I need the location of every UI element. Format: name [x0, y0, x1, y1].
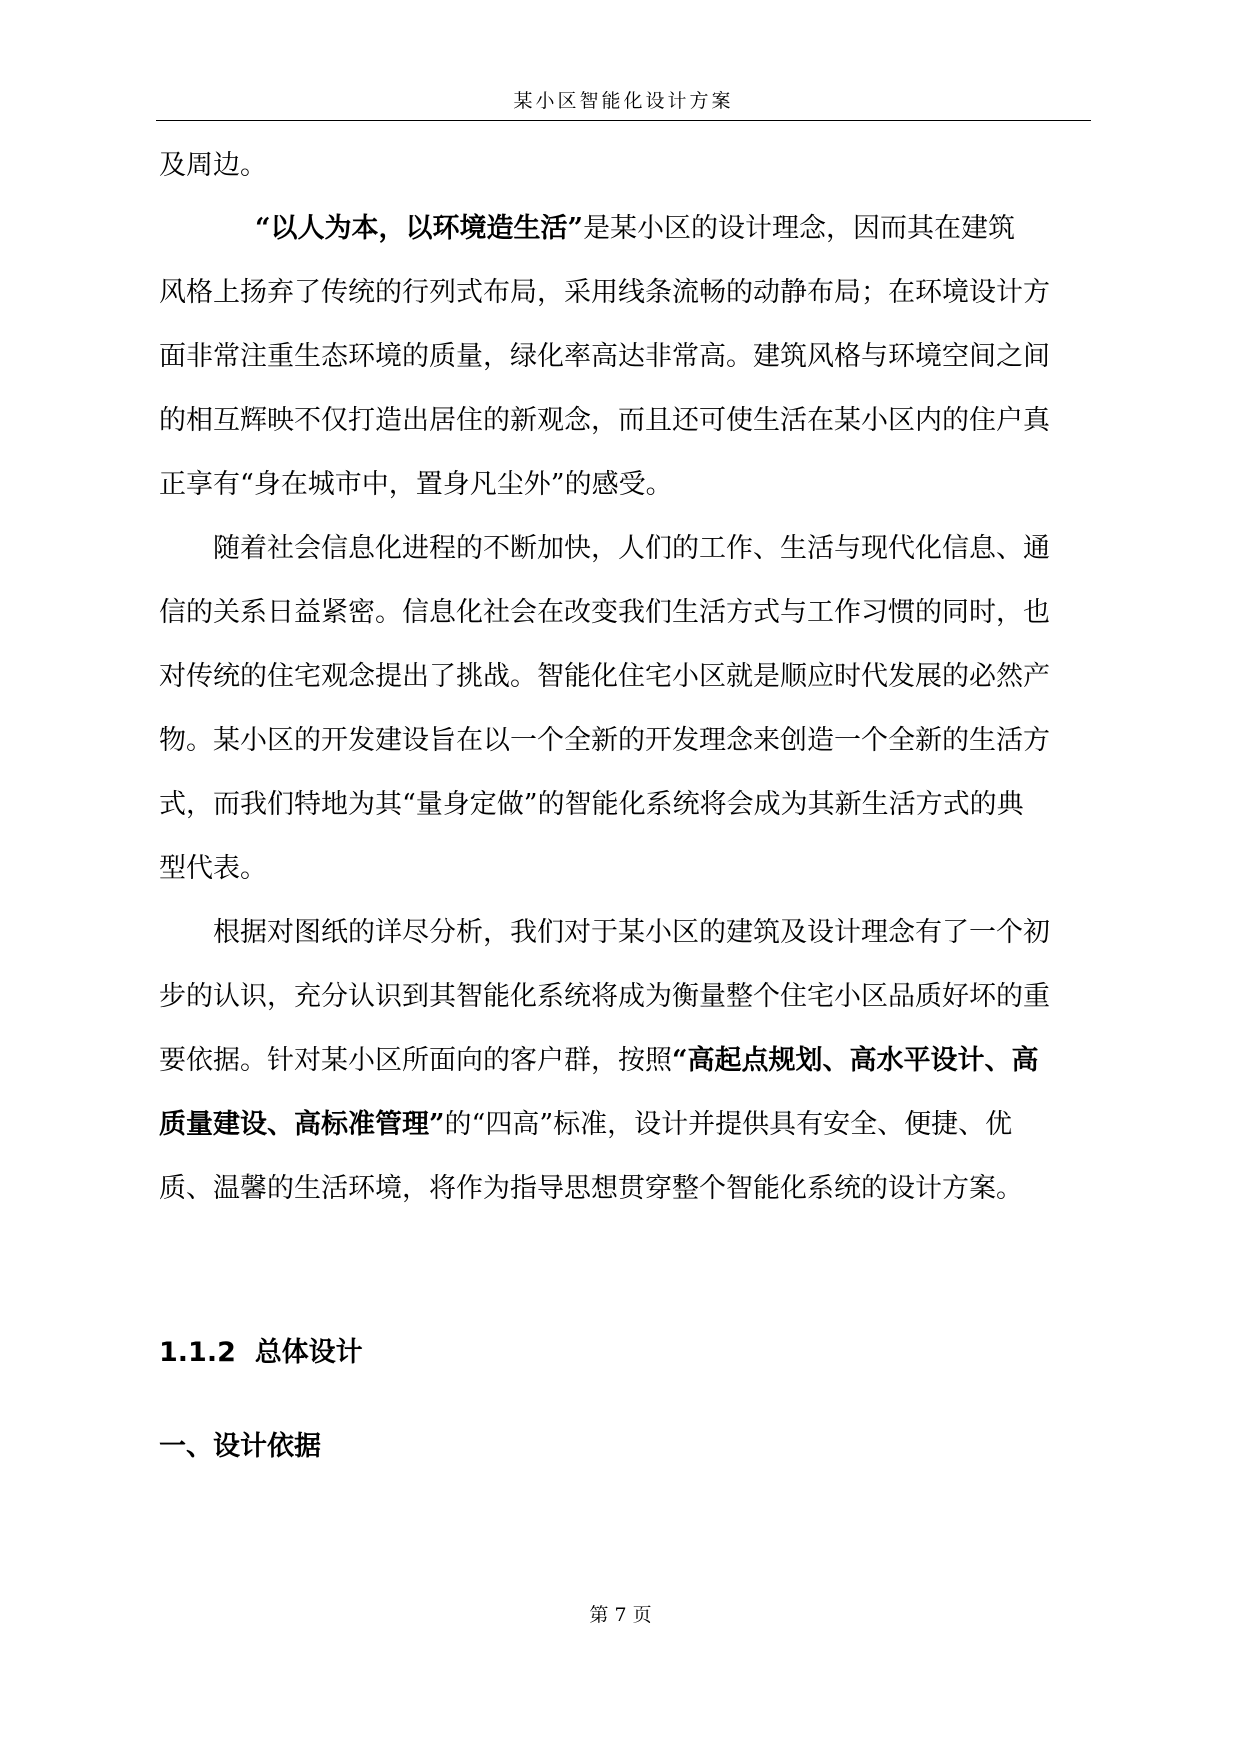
- paragraph-line: 随着社会信息化进程的不断加快，人们的工作、生活与现代化信息、通: [213, 533, 1050, 564]
- paragraph-line: 正享有“身在城市中，置身凡尘外”的感受。: [159, 469, 673, 500]
- bold-phrase: “以人为本，以环境造生活”: [255, 213, 584, 244]
- header-divider: [156, 120, 1091, 121]
- paragraph-line: 根据对图纸的详尽分析，我们对于某小区的建筑及设计理念有了一个初: [213, 917, 1050, 948]
- paragraph-line: 信的关系日益紧密。信息化社会在改变我们生活方式与工作习惯的同时，也: [159, 597, 1050, 628]
- paragraph-line: 的相互辉映不仅打造出居住的新观念，而且还可使生活在某小区内的住户真: [159, 405, 1050, 436]
- text-run: 要依据。针对某小区所面向的客户群，按照: [159, 1045, 672, 1076]
- paragraph-line: 型代表。: [159, 853, 267, 884]
- paragraph-line: 步的认识，充分认识到其智能化系统将成为衡量整个住宅小区品质好坏的重: [159, 981, 1050, 1012]
- text-run: 是某小区的设计理念，因而其在建筑: [583, 213, 1016, 244]
- paragraph-line: 风格上扬弃了传统的行列式布局，采用线条流畅的动静布局；在环境设计方: [159, 277, 1050, 308]
- paragraph-line: 质、温馨的生活环境，将作为指导思想贯穿整个智能化系统的设计方案。: [159, 1173, 1023, 1204]
- section-number: 1.1.2: [159, 1337, 236, 1368]
- bold-phrase: “高起点规划、高水平设计、高: [672, 1045, 1039, 1076]
- paragraph-line: 面非常注重生态环境的质量，绿化率高达非常高。建筑风格与环境空间之间: [159, 341, 1050, 372]
- paragraph-line: [255, 211, 1015, 246]
- section-heading: [159, 1330, 363, 1369]
- paragraph-line: 对传统的住宅观念提出了挑战。智能化住宅小区就是顺应时代发展的必然产: [159, 661, 1050, 692]
- section-title: 总体设计: [254, 1337, 363, 1368]
- paragraph-line: 式，而我们特地为其“量身定做”的智能化系统将会成为其新生活方式的典: [159, 789, 1024, 820]
- paragraph-line: [159, 1107, 1012, 1142]
- paragraph-line: 及周边。: [159, 150, 267, 181]
- page-header-title: 某小区智能化设计方案: [513, 90, 734, 112]
- paragraph-line: 物。某小区的开发建设旨在以一个全新的开发理念来创造一个全新的生活方: [159, 725, 1050, 756]
- text-run: 的“四高”标准，设计并提供具有安全、便捷、优: [444, 1109, 1013, 1140]
- bold-phrase: 质量建设、高标准管理”: [159, 1109, 445, 1140]
- page-number: 第 7 页: [589, 1604, 652, 1626]
- subsection-heading: 一、设计依据: [159, 1431, 321, 1462]
- paragraph-line: [159, 1043, 1039, 1078]
